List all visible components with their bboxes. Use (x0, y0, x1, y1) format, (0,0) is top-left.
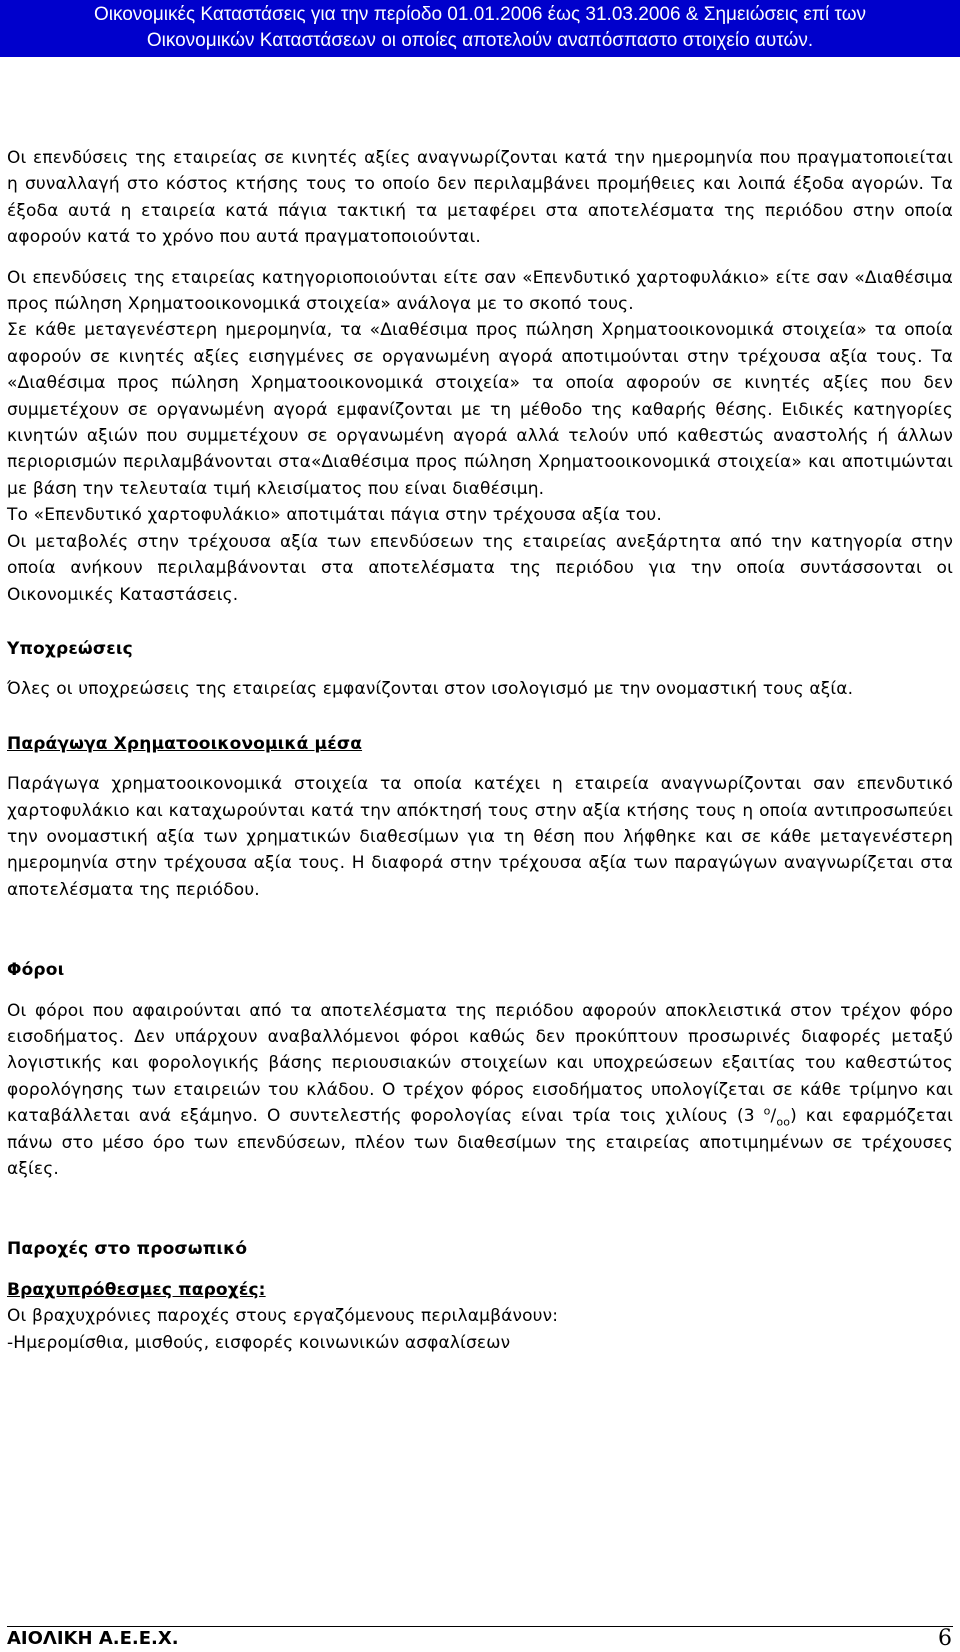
investments-paragraph-4: Το «Επενδυτικό χαρτοφυλάκιο» αποτιμάται πάγια στην τρέχουσα αξία του. (7, 505, 662, 526)
derivatives-heading: Παράγωγα Χρηματοοικονομικά μέσα (7, 733, 363, 754)
liabilities-heading: Υποχρεώσεις (7, 638, 133, 659)
per-mille-slash: / (770, 1106, 777, 1127)
header-line-1: Οικονομικές Καταστάσεις για την περίοδο 01.01.2006 έως 31.03.2006 & Σημειώσεις επί των (93, 4, 867, 25)
footer-company-name: ΑΙΟΛΙΚΗ Α.Ε.Ε.Χ. (7, 1628, 179, 1649)
per-mille-sub: οο (776, 1115, 791, 1129)
investments-paragraph-1: Οι επενδύσεις της εταιρείας σε κινητές αξίες αναγνωρίζονται κατά την ημερομηνία που πραγματοποιείται η συναλλαγή στο κόστος κτήσης τους το οποίο δεν περιλαμβάνει προμήθειες και λοιπά έξοδα αγορών. Τα έξοδα αυτά η εταιρεία κατά πάγια τακτική τα μεταφέρει στα αποτελέσματα της περιόδου στην οποία αφορούν κατά το χρόνο που αυτά πραγματοποιούνται. (7, 148, 953, 248)
footer-divider (7, 1626, 953, 1627)
taxes-paragraph (7, 998, 953, 1183)
investments-paragraph-5: Οι μεταβολές στην τρέχουσα αξία των επενδύσεων της εταιρείας ανεξάρτητα από την κατηγορία στην οποία ανήκουν περιλαμβάνονται στα αποτελέσματα της περιόδου για την οποία συντάσσονται οι Οικονομικές Καταστάσεις. (7, 531, 953, 605)
employee-benefits-heading: Παροχές στο προσωπικό (7, 1239, 248, 1260)
document-header (0, 0, 960, 57)
header-line-2: Οικονομικών Καταστάσεων οι οποίες αποτελούν αναπόσπαστο στοιχείο αυτών. (146, 30, 814, 51)
taxes-heading: Φόροι (7, 960, 65, 981)
derivatives-paragraph: Παράγωγα χρηματοοικονομικά στοιχεία τα οποία κατέχει η εταιρεία αναγνωρίζονται σαν επενδυτικό χαρτοφυλάκιο και καταχωρούνται κατά την απόκτησή τους στην αξία κτήσης τους η οποία αντιπροσωπεύει την ονομαστική αξία των χρηματικών διαθεσίμων για τη θέση που λήφθηκε και σε κάθε μεταγενέστερη ημερομηνία στην τρέχουσα αξία τους. Η διαφορά στην τρέχουσα αξία των παραγώγων αναγνωρίζεται στα αποτελέσματα της περιόδου. (7, 774, 953, 900)
investments-paragraph-2: Οι επενδύσεις της εταιρείας κατηγοριοποιούνται είτε σαν «Επενδυτικό χαρτοφυλάκιο» είτε σαν «Διαθέσιμα προς πώληση Χρηματοοικονομικά στοιχεία» ανάλογα με το σκοπό τους. (7, 267, 953, 315)
per-mille-sup: ο (763, 1104, 771, 1118)
taxes-text-before: Οι φόροι που αφαιρούνται από τα αποτελέσματα της περιόδου αφορούν αποκλειστικά στον τρέχον φόρο εισοδήματος. Δεν υπάρχουν αναβαλλόμενοι φόροι καθώς δεν προκύπτουν προσωρινές διαφορές μεταξύ λογιστικής και φορολογικής βάσης περιουσιακών στοιχείων και υποχρεώσεων εξαιτίας του καθεστώτος φορολόγησης των εταιρειών του κλάδου. Ο τρέχον φόρος εισοδήματος υπολογίζεται σε κάθε τρίμηνο και καταβάλλεται ανά εξάμηνο. Ο συντελεστής φορολογίας είναι τρία τοις χιλίους (3 (7, 1000, 953, 1127)
page-number: 6 (938, 1626, 952, 1651)
benefits-line-1: Οι βραχυχρόνιες παροχές στους εργαζόμενους περιλαμβάνουν: (7, 1306, 559, 1327)
benefits-line-2: -Ημερομίσθια, μισθούς, εισφορές κοινωνικών ασφαλίσεων (7, 1332, 511, 1353)
investments-paragraph-3: Σε κάθε μεταγενέστερη ημερομηνία, τα «Διαθέσιμα προς πώληση Χρηματοοικονομικά στοιχεία» τα οποία αφορούν σε κινητές αξίες εισηγμένες σε οργανωμένη αγορά αποτιμούνται στην τρέχουσα αξία τους. Τα «Διαθέσιμα προς πώληση Χρηματοοικονομικά στοιχεία» τα οποία αφορούν σε κινητές αξίες που δεν συμμετέχουν σε οργανωμένη αγορά εμφανίζονται με τη μέθοδο της καθαρής θέσης. Ειδικές κατηγορίες κινητών αξιών που συμμετέχουν σε οργανωμένη αγορά αλλά τελούν υπό καθεστώς αναστολής ή άλλων περιορισμών περιλαμβάνονται στα«Διαθέσιμα προς πώληση Χρηματοοικονομικά στοιχεία» και αποτιμώνται με βάση την τελευταία τιμή κλεισίματος που είναι διαθέσιμη. (7, 320, 953, 499)
short-term-benefits-subheading: Βραχυπρόθεσμες παροχές: (7, 1279, 266, 1300)
per-mille-symbol (763, 1104, 791, 1129)
taxes-text-after: ) και εφαρμόζεται πάνω στο μέσο όρο των επενδύσεων, πλέον των διαθεσίμων της εταιρείας αποτιμημένων σε τρέχουσες αξίες. (7, 1106, 953, 1179)
document-body (7, 145, 953, 1356)
page-footer (0, 1626, 960, 1651)
liabilities-paragraph: Όλες οι υποχρεώσεις της εταιρείας εμφανίζονται στον ισολογισμό με την ονομαστική τους αξία. (7, 679, 854, 700)
